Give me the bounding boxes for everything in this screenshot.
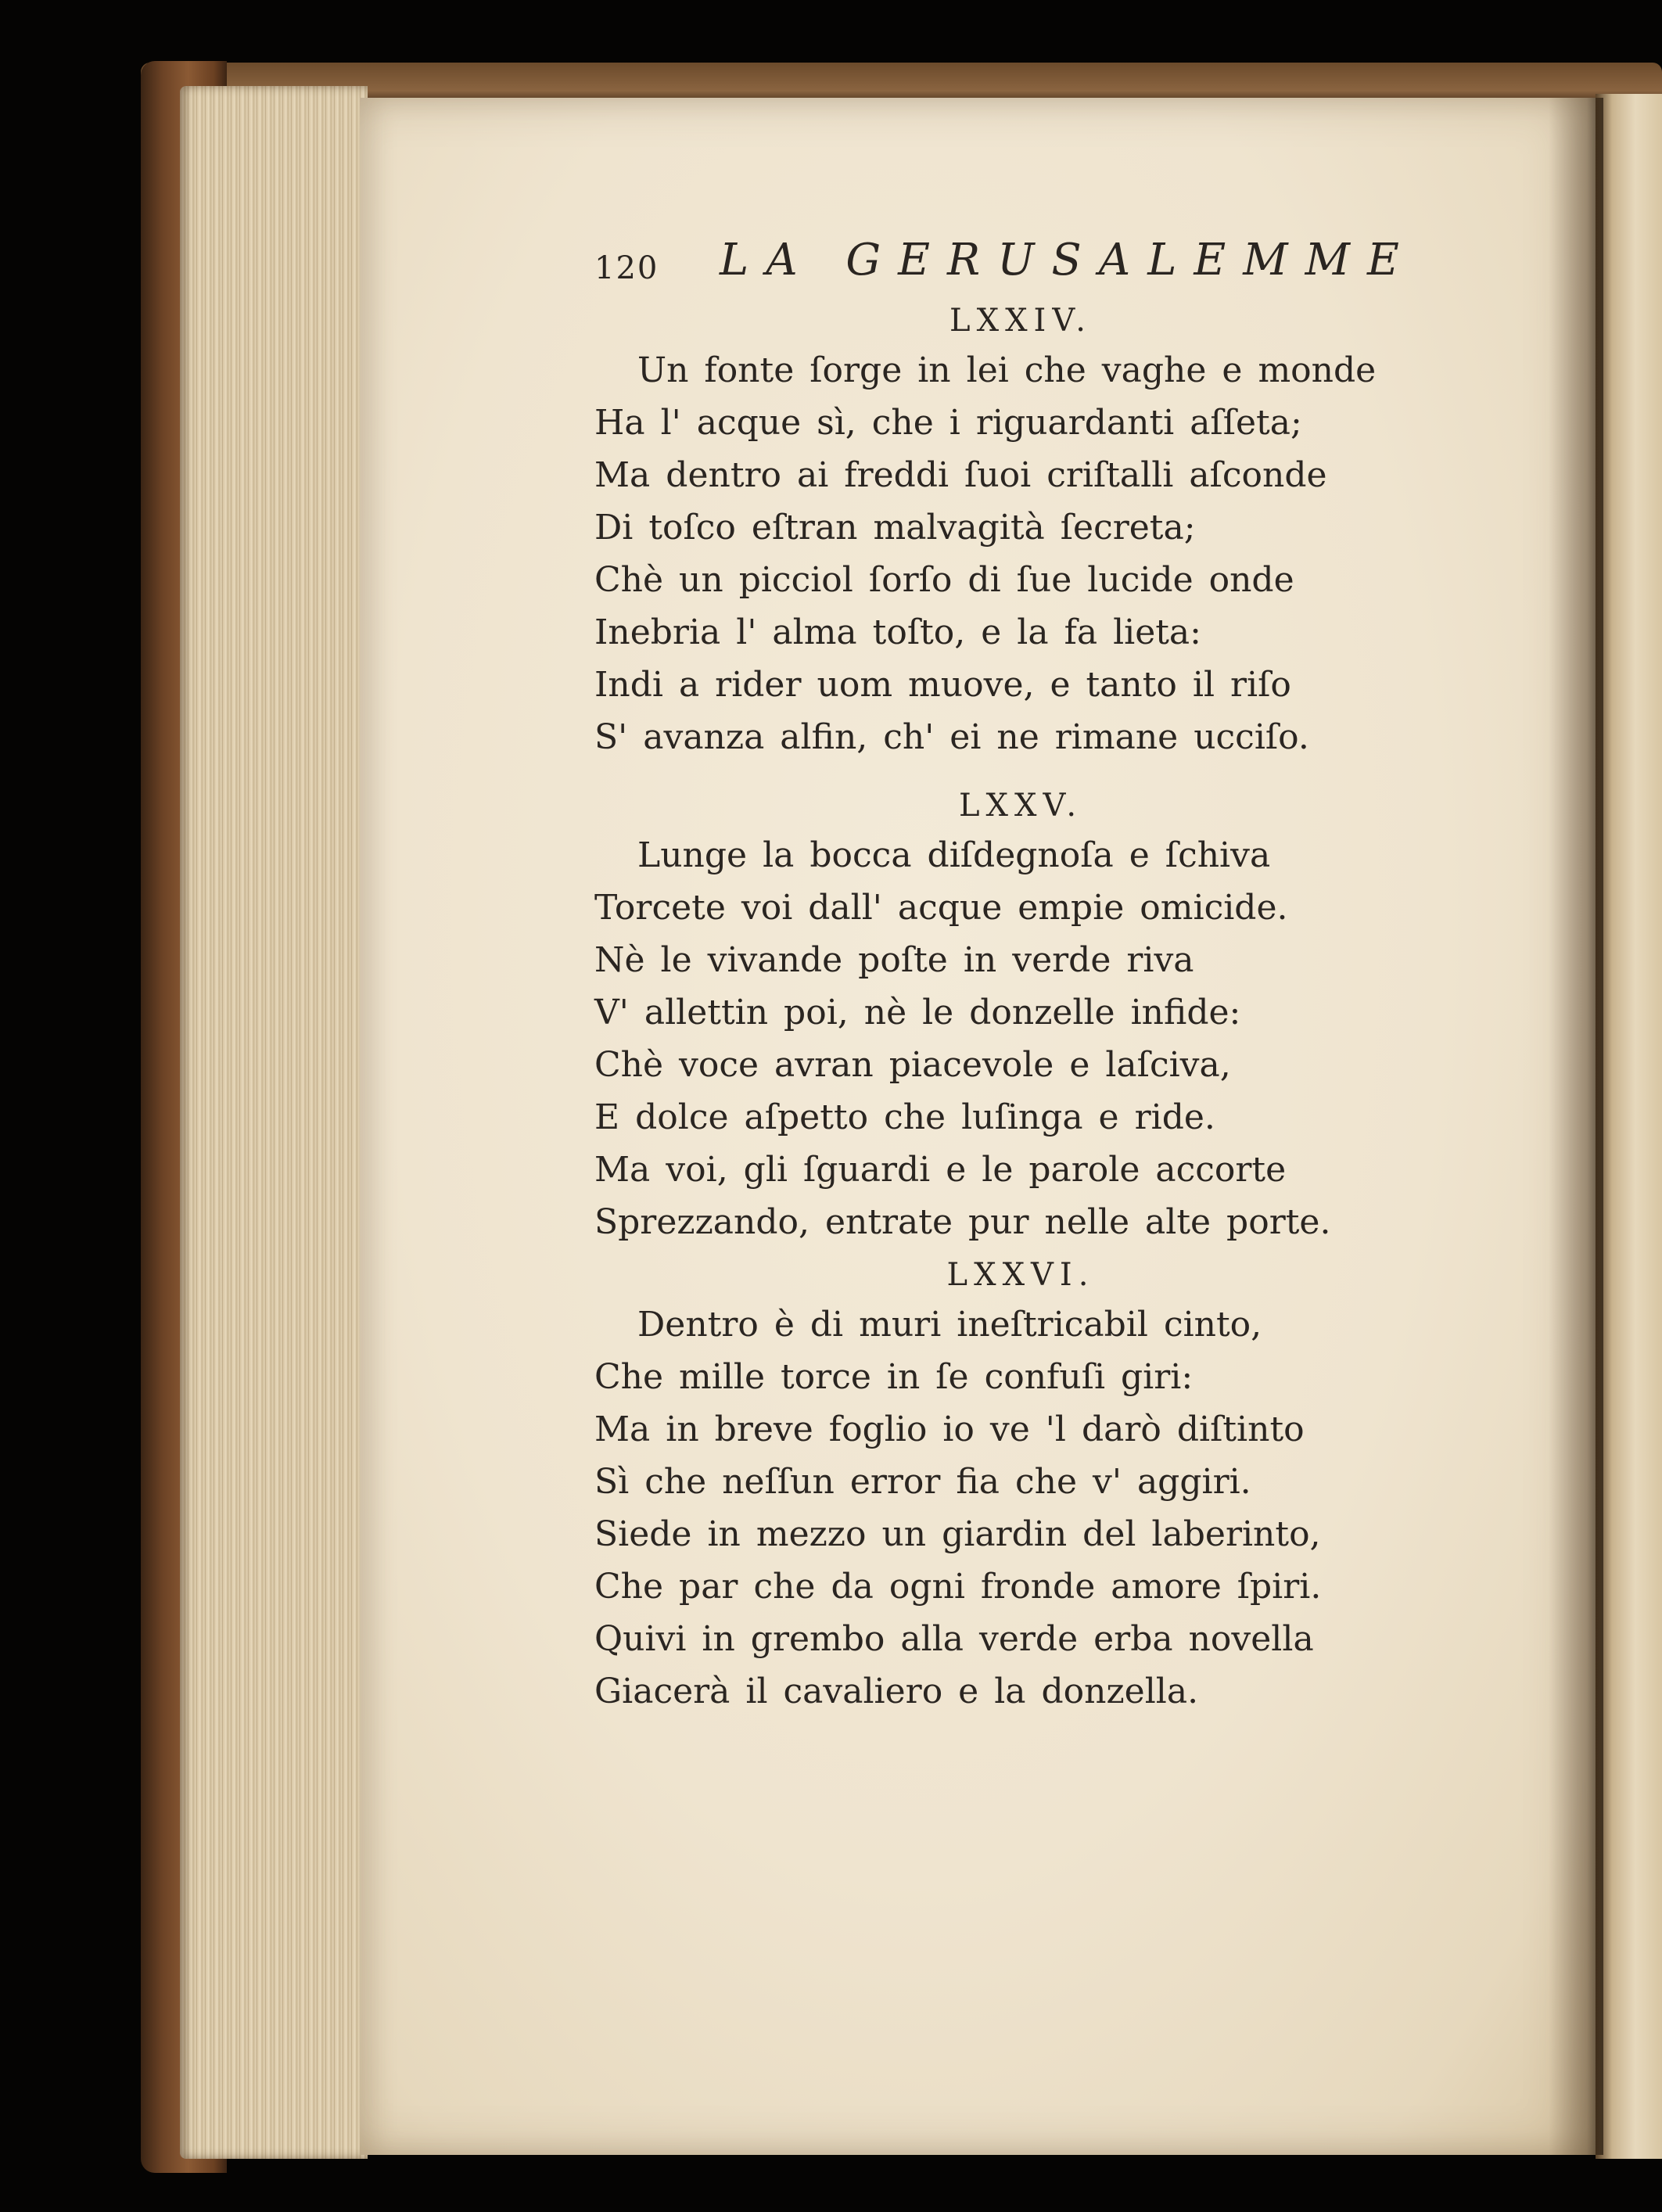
- verse-line: Lunge la bocca diſdegnoſa e ſchiva: [637, 835, 1271, 875]
- verse-line: Ha l' acque sì, che i riguardanti aſſeta;: [594, 403, 1302, 443]
- verse-line: Quivi in grembo alla verde erba novella: [594, 1619, 1314, 1659]
- verse-line: Che mille torce in ſe confuſi giri:: [594, 1357, 1194, 1397]
- verse-line: Siede in mezzo un giardin del laberinto,: [594, 1514, 1321, 1554]
- stanza-numeral: LXXVI.: [946, 1257, 1095, 1293]
- verse-line: Dentro è di muri ineſtricabil cinto,: [637, 1305, 1262, 1345]
- page-number: 120: [594, 250, 659, 286]
- verse-line: Che par che da ogni fronde amore ſpiri.: [594, 1567, 1322, 1607]
- page-edges: [180, 86, 368, 2159]
- verse-line: V' allettin poi, nè le donzelle infide:: [594, 993, 1241, 1032]
- stanza-numeral: LXXIV.: [949, 303, 1092, 339]
- verse-line: Un fonte ſorge in lei che vaghe e monde: [637, 350, 1377, 390]
- running-title: LA GERUSALEMME: [720, 235, 1416, 285]
- verse-line: Ma in breve foglio io ve 'l darò diſtinto: [594, 1409, 1305, 1449]
- verse-line: E dolce aſpetto che luſinga e ride.: [594, 1097, 1215, 1137]
- verse-line: Ma voi, gli ſguardi e le parole accorte: [594, 1150, 1287, 1190]
- verse-line: Nè le vivande poſte in verde riva: [594, 940, 1194, 980]
- verse-line: Sprezzando, entrate pur nelle alte porte.: [594, 1202, 1331, 1242]
- verse-line: Torcete voi dall' acque empie omicide.: [594, 888, 1288, 928]
- stanza: [594, 297, 1377, 763]
- running-head: [594, 235, 1416, 297]
- stanza: [594, 782, 1377, 1248]
- verse-line: Indi a rider uom muove, e tanto il riſo: [594, 665, 1291, 705]
- stanza-numeral: LXXV.: [958, 788, 1083, 824]
- verse-line: Chè voce avran piacevole e laſciva,: [594, 1045, 1231, 1085]
- stanza: [594, 1251, 1377, 1718]
- verse-line: Inebria l' alma toſto, e la fa lieta:: [594, 612, 1201, 652]
- verse-line: Sì che neſſun error fia che v' aggiri.: [594, 1462, 1251, 1502]
- verse-line: Giacerà il cavaliero e la donzella.: [594, 1672, 1199, 1711]
- verse-line: Chè un picciol ſorſo di ſue lucide onde: [594, 560, 1294, 600]
- gutter-shadow: [1549, 98, 1603, 2155]
- facing-page-edge: [1596, 94, 1662, 2159]
- verse-line: Di toſco eſtran malvagità ſecreta;: [594, 508, 1196, 548]
- verse-line: Ma dentro ai freddi ſuoi criſtalli aſconde: [594, 455, 1327, 495]
- verse-line: S' avanza alfin, ch' ei ne rimane ucciſo.: [594, 717, 1309, 757]
